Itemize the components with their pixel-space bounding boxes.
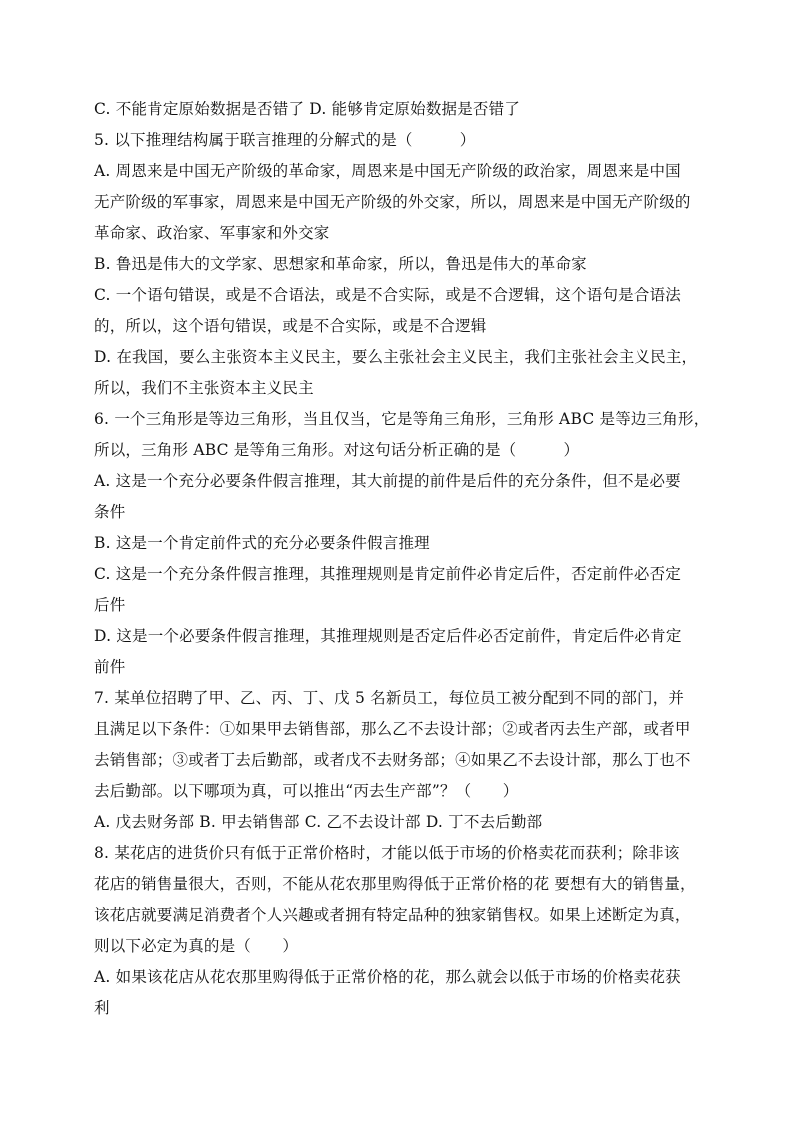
question-5-option-c-cont: 的，所以，这个语句错误，或是不合实际，或是不合逻辑: [94, 317, 487, 335]
question-8-stem-cont: 花店的销售量很大，否则，不能从花农那里购得低于正常价格的花 要想有大的销售量，: [94, 875, 696, 893]
question-6-option-a-cont: 条件: [94, 503, 126, 521]
question-6-option-c-cont: 后件: [94, 596, 126, 614]
question-5-option-c: C. 一个语句错误，或是不合语法，或是不合实际，或是不合逻辑，这个语句是合语法: [94, 286, 681, 304]
question-7-stem-cont: 且满足以下条件：①如果甲去销售部，那么乙不去设计部；②或者丙去生产部，或者甲: [94, 720, 691, 738]
document-body: [94, 94, 714, 1024]
question-8-stem-cont: 则以下必定为真的是（ ）: [94, 937, 299, 955]
question-5-option-d: D. 在我国，要么主张资本主义民主，要么主张社会主义民主，我们主张社会主义民主，: [94, 348, 698, 366]
question-6-option-a: A. 这是一个充分必要条件假言推理，其大前提的前件是后件的充分条件，但不是必要: [94, 472, 681, 490]
question-6-option-c: C. 这是一个充分条件假言推理，其推理规则是肯定前件必肯定后件，否定前件必否定: [94, 565, 681, 583]
question-5-option-a-cont: 革命家、政治家、军事家和外交家: [94, 224, 330, 242]
question-6-stem-cont: 所以，三角形 ABC 是等角三角形。对这句话分析正确的是（ ）: [94, 441, 580, 459]
question-5-option-d-cont: 所以，我们不主张资本主义民主: [94, 379, 314, 397]
question-5-option-a: A. 周恩来是中国无产阶级的革命家，周恩来是中国无产阶级的政治家，周恩来是中国: [94, 162, 681, 180]
question-6-option-d: D. 这是一个必要条件假言推理，其推理规则是否定后件必否定前件，肯定后件必肯定: [94, 627, 682, 645]
question-6-stem: 6. 一个三角形是等边三角形，当且仅当，它是等角三角形，三角形 ABC 是等边三角形，: [94, 410, 710, 428]
question-7-stem-cont: 去后勤部。以下哪项为真，可以推出“丙去生产部”？（ ）: [94, 782, 519, 800]
question-7-stem: 7. 某单位招聘了甲、乙、丙、丁、戊 5 名新员工，每位员工被分配到不同的部门，并: [94, 689, 685, 707]
question-5-option-a-cont: 无产阶级的军事家，周恩来是中国无产阶级的外交家，所以，周恩来是中国无产阶级的: [94, 193, 691, 211]
option-line-c: C. 不能肯定原始数据是否错了 D. 能够肯定原始数据是否错了: [94, 100, 521, 118]
question-5-option-b: B. 鲁迅是伟大的文学家、思想家和革命家，所以，鲁迅是伟大的革命家: [94, 255, 587, 273]
question-6-option-b: B. 这是一个肯定前件式的充分必要条件假言推理: [94, 534, 430, 552]
question-8-option-a-cont: 利: [94, 999, 110, 1017]
question-5-stem: 5. 以下推理结构属于联言推理的分解式的是（ ）: [94, 131, 476, 149]
question-6-option-d-cont: 前件: [94, 658, 126, 676]
question-7-options: A. 戊去财务部 B. 甲去销售部 C. 乙不去设计部 D. 丁不去后勤部: [94, 813, 543, 831]
question-8-stem-cont: 该花店就要满足消费者个人兴趣或者拥有特定品种的独家销售权。如果上述断定为真，: [94, 906, 691, 924]
question-7-stem-cont: 去销售部；③或者丁去后勤部，或者戊不去财务部；④如果乙不去设计部，那么丁也不: [94, 751, 691, 769]
question-8-stem: 8. 某花店的进货价只有低于正常价格时，才能以低于市场的价格卖花而获利；除非该: [94, 844, 680, 862]
question-8-option-a: A. 如果该花店从花农那里购得低于正常价格的花，那么就会以低于市场的价格卖花获: [94, 968, 681, 986]
